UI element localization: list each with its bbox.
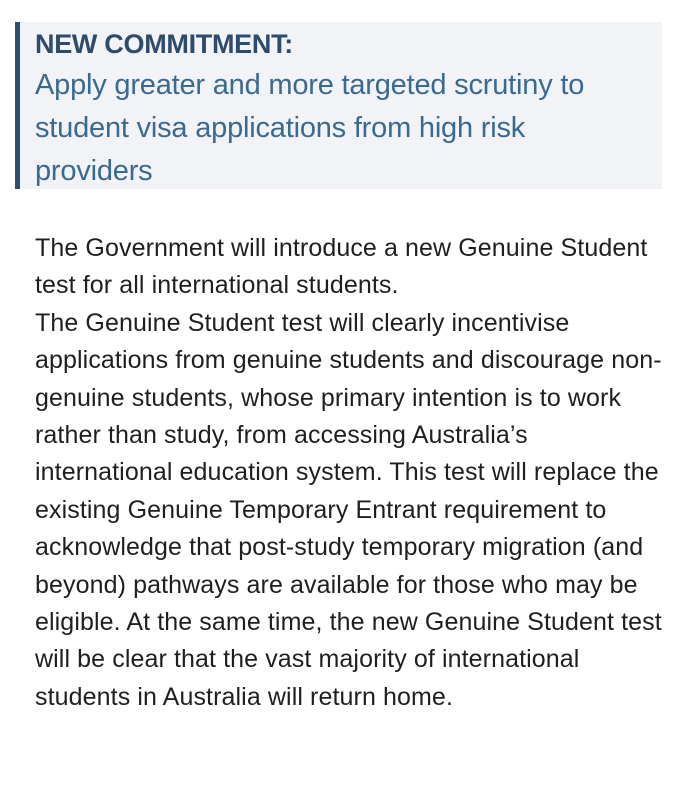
paragraph-intro: The Government will introduce a new Genuine Student test for all international students. (35, 234, 648, 300)
body-text (35, 230, 665, 716)
commitment-callout (15, 22, 662, 189)
callout-title: Apply greater and more targeted scrutiny to student visa applications from high risk providers (35, 69, 585, 187)
callout-label: NEW COMMITMENT: (35, 29, 293, 59)
paragraph-details: The Genuine Student test will clearly incentivise applications from genuine students and discourage non-genuine students, whose primary intention is to work rather than study, from accessing Australia’s international education system. This test will replace the existing Genuine Temporary Entrant requirement to acknowledge that post-study temporary migration (and beyond) pathways are available for those who may be eligible. At the same time, the new Genuine Student test will be clear that the vast majority of international students in Australia will return home. (35, 308, 662, 711)
